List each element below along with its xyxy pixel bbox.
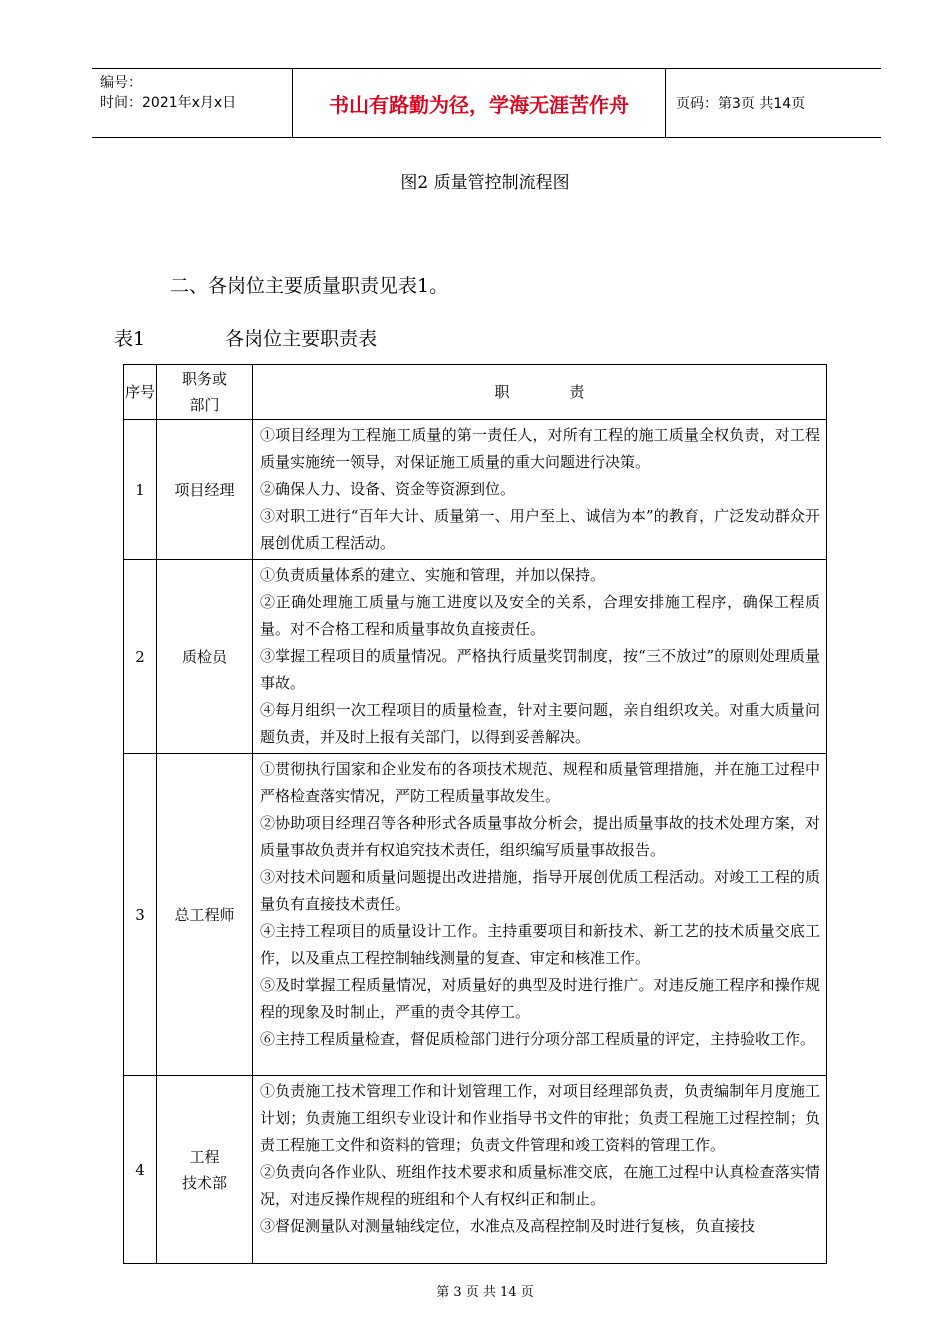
row-no: 2	[124, 560, 157, 754]
table-number: 表1	[114, 328, 146, 350]
row-duties	[253, 754, 827, 1076]
duty-item: ⑥主持工程质量检查，督促质检部门进行分项分部工程质量的评定，主持验收工作。	[260, 1030, 816, 1048]
header-duty: 职 责	[253, 365, 827, 420]
duty-item: ②协助项目经理召等各种形式各质量事故分析会，提出质量事故的技术处理方案，对质量事故负责并有权追究技术责任，组织编写质量事故报告。	[260, 814, 820, 859]
duty-item: ⑤及时掌握工程质量情况，对质量好的典型及时进行推广。对违反施工程序和操作规程的现象及时制止，严重的责令其停工。	[260, 976, 820, 1021]
header-page-info: 页码：第3页 共14页	[676, 96, 806, 112]
duty-item: ①负责施工技术管理工作和计划管理工作，对项目经理部负责，负责编制年月度施工计划；负责施工组织专业设计和作业指导书文件的审批；负责工程施工过程控制；负责工程施工文件和资料的管理；负责文件管理和竣工资料的管理工作。	[260, 1082, 820, 1154]
page-footer: 第 3 页 共 14 页	[436, 1285, 534, 1300]
header-meta	[92, 69, 293, 137]
figure-caption: 图2 质量管控制流程图	[400, 173, 570, 193]
table-row	[124, 754, 827, 1076]
header-dept	[157, 365, 253, 420]
section-heading: 二、各岗位主要质量职责见表1。	[170, 275, 449, 297]
row-dept-line2: 技术部	[181, 1173, 227, 1192]
duty-item: ④主持工程项目的质量设计工作。主持重要项目和新技术、新工艺的技术质量交底工作，以及重点工程控制轴线测量的复查、审定和核准工作。	[260, 922, 820, 967]
duty-item: ③掌握工程项目的质量情况。严格执行质量奖罚制度，按“三不放过”的原则处理质量事故。	[260, 647, 820, 692]
table-row	[124, 420, 827, 560]
header-dept-line2: 部门	[189, 396, 220, 414]
row-duties	[253, 420, 827, 560]
duty-item: ③对技术问题和质量问题提出改进措施，指导开展创优质工程活动。对竣工工程的质量负有直接技术责任。	[260, 868, 820, 913]
table-name: 各岗位主要职责表	[225, 328, 378, 350]
duty-item: ②负责向各作业队、班组作技术要求和质量标准交底，在施工过程中认真检查落实情况，对违反操作规程的班组和个人有权纠正和制止。	[260, 1163, 820, 1208]
duty-item: ③督促测量队对测量轴线定位，水准点及高程控制及时进行复核，负直接技	[260, 1217, 756, 1235]
row-no: 4	[124, 1076, 157, 1264]
table-row	[124, 1076, 827, 1264]
table-title	[114, 324, 377, 351]
row-no: 3	[124, 754, 157, 1076]
duty-item: ①项目经理为工程施工质量的第一责任人，对所有工程的施工质量全权负责，对工程质量实施统一领导，对保证施工质量的重大问题进行决策。	[260, 426, 820, 471]
duty-item: ③对职工进行“百年大计、质量第一、用户至上、诚信为本”的教育，广泛发动群众开展创优质工程活动。	[260, 507, 820, 552]
row-dept: 项目经理	[157, 420, 253, 560]
table-header-row	[124, 365, 827, 420]
row-duties	[253, 1076, 827, 1264]
duty-item: ④每月组织一次工程项目的质量检查，针对主要问题，亲自组织攻关。对重大质量问题负责，并及时上报有关部门，以得到妥善解决。	[260, 701, 820, 746]
row-dept: 质检员	[157, 560, 253, 754]
code-label: 编号：	[100, 75, 142, 91]
duty-item: ②确保人力、设备、资金等资源到位。	[260, 480, 516, 498]
header-motto: 书山有路勤为径，学海无涯苦作舟	[293, 69, 666, 137]
header-no: 序号	[124, 365, 157, 420]
header-dept-line1: 职务或	[181, 370, 227, 388]
page-header	[92, 68, 881, 138]
duties-table	[123, 364, 827, 1264]
duty-item: ①负责质量体系的建立、实施和管理，并加以保持。	[260, 566, 606, 584]
duty-item: ②正确处理施工质量与施工进度以及安全的关系，合理安排施工程序，确保工程质量。对不合格工程和质量事故负直接责任。	[260, 593, 820, 638]
row-duties	[253, 560, 827, 754]
date-label: 时间：2021年x月x日	[100, 95, 237, 111]
table-row	[124, 560, 827, 754]
row-no: 1	[124, 420, 157, 560]
duty-item: ①贯彻执行国家和企业发布的各项技术规范、规程和质量管理措施，并在施工过程中严格检查落实情况，严防工程质量事故发生。	[260, 760, 820, 805]
row-dept	[157, 1076, 253, 1264]
row-dept-line1: 工程	[189, 1147, 220, 1166]
row-dept: 总工程师	[157, 754, 253, 1076]
